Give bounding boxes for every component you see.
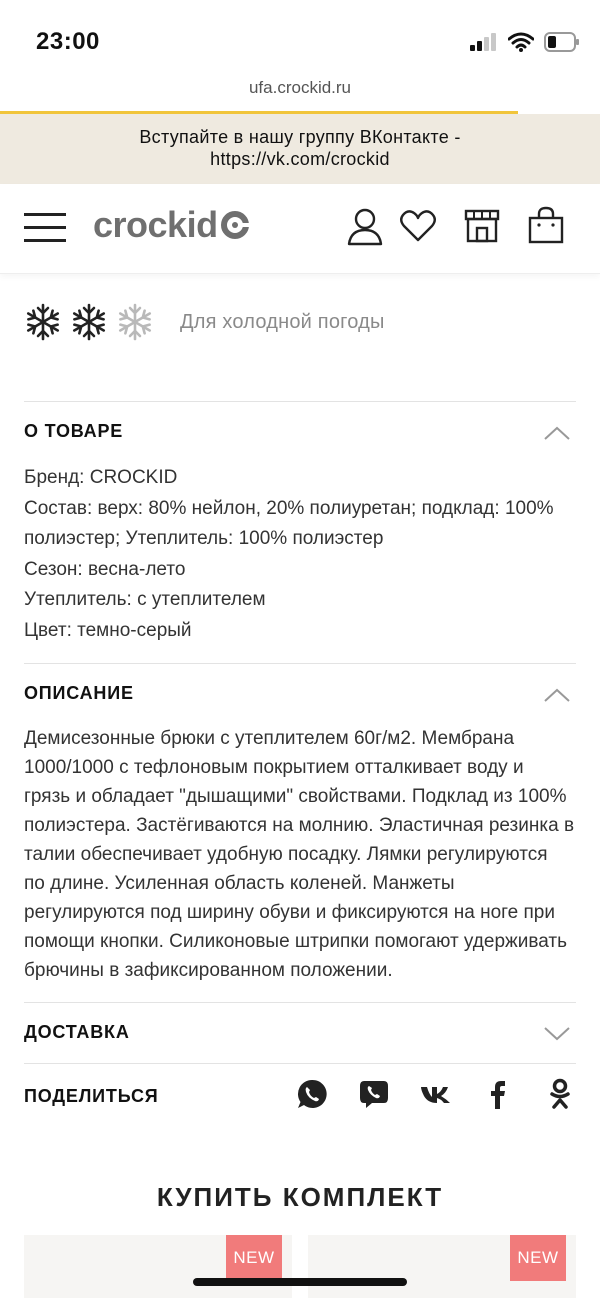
share-icons: [296, 1078, 576, 1110]
attribute-line: Бренд: CROCKID: [24, 467, 178, 488]
section-title-about[interactable]: О ТОВАРЕ: [24, 421, 124, 441]
viber-icon[interactable]: [358, 1078, 390, 1110]
site-header: [0, 184, 600, 274]
product-description: [24, 724, 576, 985]
divider: [24, 401, 576, 402]
description-line: брючины в зафиксированном положении.: [24, 960, 393, 981]
chevron-up-icon[interactable]: [544, 425, 570, 441]
snowflake-icon: [116, 303, 154, 341]
divider: [24, 1063, 576, 1064]
weather-feature: [24, 300, 385, 344]
snowflake-icon: [70, 303, 108, 341]
promo-banner[interactable]: [0, 114, 600, 184]
promo-line-1: Вступайте в нашу группу ВКонтакте -: [139, 127, 461, 147]
feature-text: Для холодной погоды: [180, 310, 385, 333]
user-icon[interactable]: [346, 206, 384, 246]
wifi-icon: [508, 32, 534, 52]
chevron-up-icon[interactable]: [544, 687, 570, 703]
product-attributes: [24, 463, 576, 647]
description-line: талии обеспечивает удобную посадку. Лямки регулируются: [24, 844, 548, 865]
battery-icon: [544, 32, 580, 52]
menu-icon[interactable]: [24, 213, 66, 243]
logo-text: crockid: [93, 204, 218, 245]
section-title-delivery[interactable]: ДОСТАВКА: [24, 1022, 130, 1042]
chevron-down-icon[interactable]: [544, 1026, 570, 1042]
section-title-share: ПОДЕЛИТЬСЯ: [24, 1086, 159, 1106]
section-title-description[interactable]: ОПИСАНИЕ: [24, 683, 134, 703]
signal-icon: [470, 33, 498, 51]
cart-bag-icon[interactable]: [527, 206, 565, 246]
logo-mark-icon: [220, 210, 250, 240]
whatsapp-icon[interactable]: [296, 1078, 328, 1110]
store-icon[interactable]: [463, 206, 501, 246]
odnoklassniki-icon[interactable]: [544, 1078, 576, 1110]
product-card[interactable]: [24, 1235, 292, 1298]
url-bar[interactable]: ufa.crockid.ru: [248, 78, 352, 97]
attribute-line: полиэстер; Утеплитель: 100% полиэстер: [24, 528, 384, 550]
description-line: полиэстера. Застёгиваются на молнию. Эластичная резинка в: [24, 815, 575, 836]
status-icons: [470, 32, 580, 52]
facebook-icon[interactable]: [482, 1078, 514, 1110]
home-indicator[interactable]: [193, 1278, 407, 1286]
description-line: грязь и обладает "дышащими" свойствами. Подклад из 100%: [24, 786, 567, 807]
description-line: по длине. Усиленная область коленей. Манжеты: [24, 873, 455, 894]
status-time: 23:00: [36, 28, 100, 55]
description-line: регулируются под ширину обуви и фиксируются на ноге при: [24, 902, 555, 923]
description-line: 1000/1000 с тефлоновым покрытием отталкивает воду и: [24, 757, 524, 778]
divider: [24, 663, 576, 664]
new-badge: NEW: [510, 1235, 566, 1281]
attribute-line: Цвет: темно-серый: [24, 619, 192, 641]
description-line: помощи кнопки. Силиконовые штрипки помогают удерживать: [24, 931, 567, 952]
new-badge: NEW: [226, 1235, 282, 1281]
divider: [24, 1002, 576, 1003]
status-bar: [0, 0, 600, 80]
product-card[interactable]: [308, 1235, 576, 1298]
heart-icon[interactable]: [399, 206, 437, 246]
attribute-line: Состав: верх: 80% нейлон, 20% полиуретан; подклад: 100%: [24, 497, 554, 519]
promo-line-2: https://vk.com/crockid: [210, 149, 390, 169]
snowflake-rating: [24, 303, 154, 341]
attribute-line: Утеплитель: с утеплителем: [24, 589, 266, 611]
attribute-line: Сезон: весна-лето: [24, 558, 186, 580]
snowflake-icon: [24, 303, 62, 341]
vk-icon[interactable]: [420, 1078, 452, 1110]
description-line: Демисезонные брюки с утеплителем 60г/м2. Мембрана: [24, 728, 515, 749]
site-logo[interactable]: [93, 204, 250, 246]
kit-title: КУПИТЬ КОМПЛЕКТ: [156, 1182, 444, 1212]
